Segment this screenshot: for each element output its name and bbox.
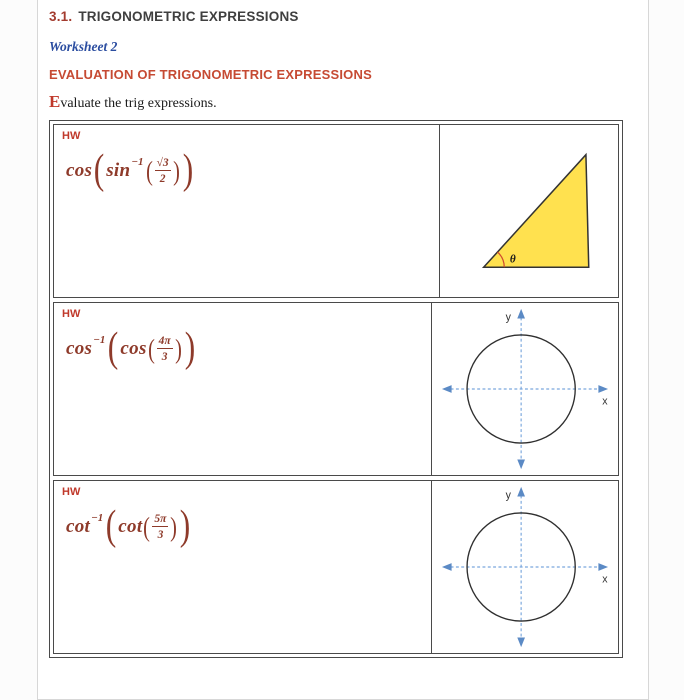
arrow-up-icon xyxy=(517,309,525,319)
table-row xyxy=(53,124,619,298)
fraction-numerator: √3 xyxy=(155,156,171,171)
outer-exponent: −1 xyxy=(93,334,106,347)
outer-exponent: −1 xyxy=(91,512,104,525)
close-paren: ) xyxy=(182,147,193,193)
inner-function: cos xyxy=(120,338,147,360)
outer-function: cos xyxy=(66,160,93,182)
inner-exponent: −1 xyxy=(131,156,144,169)
fraction xyxy=(157,334,173,365)
close-paren: ) xyxy=(180,503,191,549)
hw-table xyxy=(49,120,623,658)
hw-tag: HW xyxy=(62,486,81,498)
outer-function: cos xyxy=(66,338,93,360)
inner-function: sin xyxy=(106,160,131,182)
close-paren: ) xyxy=(184,325,195,371)
close-paren: ) xyxy=(174,333,182,364)
trig-expression xyxy=(66,503,423,549)
open-paren: ( xyxy=(143,511,151,542)
expression-cell xyxy=(54,125,440,297)
fraction-denominator: 3 xyxy=(161,350,168,363)
fraction-denominator: 2 xyxy=(159,172,166,185)
x-axis-label: x xyxy=(602,395,608,408)
x-axis-label: x xyxy=(602,573,608,586)
expression-cell xyxy=(54,303,432,475)
worksheet-page xyxy=(37,0,649,700)
fraction xyxy=(155,156,171,187)
open-paren: ( xyxy=(108,325,119,371)
unit-circle-diagram xyxy=(434,304,616,474)
arrow-right-icon xyxy=(598,385,608,393)
arrow-left-icon xyxy=(442,385,452,393)
inner-function: cot xyxy=(118,516,143,538)
section-number: 3.1. xyxy=(49,9,73,24)
y-axis-label: y xyxy=(505,489,511,502)
fraction-numerator: 4π xyxy=(157,334,173,349)
triangle-shape xyxy=(484,155,589,268)
arrow-up-icon xyxy=(517,487,525,497)
open-paren: ( xyxy=(145,155,153,186)
worksheet-subtitle: EVALUATION OF TRIGONOMETRIC EXPRESSIONS xyxy=(49,67,372,82)
close-paren: ) xyxy=(170,511,178,542)
instruction-lead-letter: E xyxy=(49,92,61,111)
right-triangle-diagram xyxy=(478,149,600,273)
open-paren: ( xyxy=(106,503,117,549)
diagram-cell xyxy=(432,303,618,475)
close-paren: ) xyxy=(172,155,180,186)
arrow-right-icon xyxy=(598,563,608,571)
diagram-cell xyxy=(432,481,618,653)
arrow-down-icon xyxy=(517,638,525,648)
diagram-cell xyxy=(440,125,618,297)
page-title xyxy=(49,9,648,24)
open-paren: ( xyxy=(93,147,105,193)
unit-circle-diagram xyxy=(434,482,616,652)
angle-theta-label: θ xyxy=(509,253,516,266)
hw-tag: HW xyxy=(62,308,81,320)
trig-expression xyxy=(66,325,423,371)
worksheet-label: Worksheet 2 xyxy=(49,39,118,54)
fraction-denominator: 3 xyxy=(157,528,164,541)
y-axis-label: y xyxy=(505,311,511,324)
hw-tag: HW xyxy=(62,130,81,142)
open-paren: ( xyxy=(147,333,155,364)
instruction-rest: valuate the trig expressions. xyxy=(60,96,217,111)
outer-function: cot xyxy=(66,516,91,538)
fraction-numerator: 5π xyxy=(152,512,168,527)
trig-expression xyxy=(66,147,431,193)
table-row xyxy=(53,480,619,654)
table-row xyxy=(53,302,619,476)
expression-cell xyxy=(54,481,432,653)
instruction-text xyxy=(49,92,648,112)
arrow-down-icon xyxy=(517,460,525,470)
section-title: TRIGONOMETRIC EXPRESSIONS xyxy=(78,9,299,24)
fraction xyxy=(152,512,168,543)
arrow-left-icon xyxy=(442,563,452,571)
